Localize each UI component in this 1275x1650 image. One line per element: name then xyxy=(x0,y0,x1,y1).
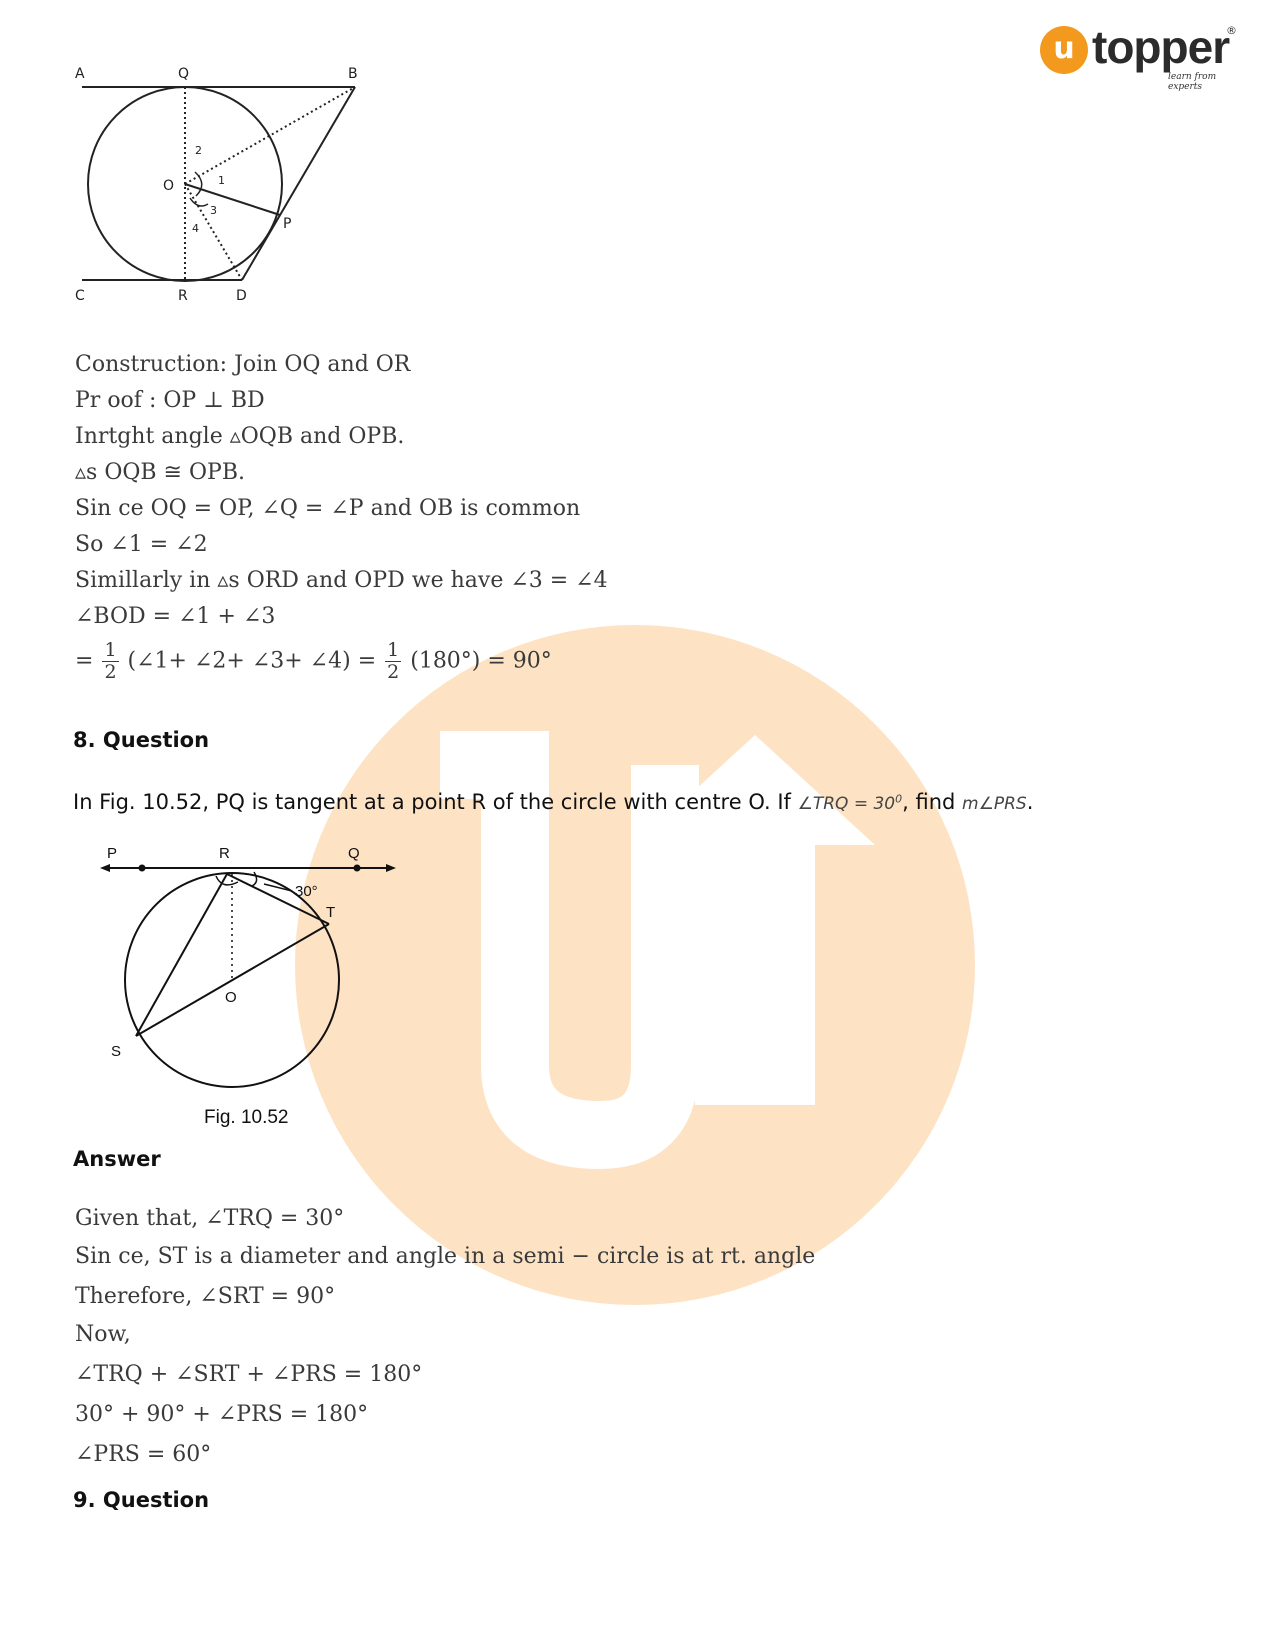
fig2-caption: Fig. 10.52 xyxy=(204,1107,289,1128)
fig1-label-c: C xyxy=(75,288,85,304)
answer-now: Now, xyxy=(75,1322,131,1347)
question-8-text xyxy=(73,790,1033,814)
fig1-angle-4: 4 xyxy=(192,222,199,235)
q8-text-c: . xyxy=(1026,790,1034,814)
proof-final-equation xyxy=(75,640,552,683)
fig2-label-r: R xyxy=(219,845,230,862)
answer-sum: ∠TRQ + ∠SRT + ∠PRS = 180° xyxy=(75,1362,423,1387)
final-mid: (∠1+ ∠2+ ∠3+ ∠4) = xyxy=(127,648,377,674)
fig2-label-p: P xyxy=(107,845,118,862)
logo-tagline: learn from experts xyxy=(1168,72,1217,92)
figure-10-52 xyxy=(92,838,432,1148)
proof-similarly: Simillarly in ▵s ORD and OPD we have ∠3 = ∠4 xyxy=(75,568,608,593)
answer-heading: Answer xyxy=(73,1147,161,1171)
logo-wordmark: topper xyxy=(1092,21,1230,73)
final-eq-sign: = xyxy=(75,648,94,674)
question-9-heading: 9. Question xyxy=(73,1488,210,1512)
proof-bod: ∠BOD = ∠1 + ∠3 xyxy=(75,604,276,629)
fig1-label-q: Q xyxy=(178,66,190,82)
fig1-angle-2: 2 xyxy=(195,144,202,157)
fraction-den: 2 xyxy=(104,661,117,683)
figure-tangent-proof xyxy=(70,60,390,320)
fig1-label-b: B xyxy=(348,66,358,82)
fig1-label-d: D xyxy=(236,288,247,304)
fraction-half-2 xyxy=(385,640,401,683)
fig1-label-o: O xyxy=(163,178,175,194)
proof-since: Sin ce OQ = OP, ∠Q = ∠P and OB is common xyxy=(75,496,581,521)
proof-right-angle: Inrtght angle ▵OQB and OPB. xyxy=(75,424,405,449)
fig1-label-p: P xyxy=(283,216,292,232)
brand-logo xyxy=(1040,22,1240,90)
fig1-label-r: R xyxy=(178,288,188,304)
answer-result: ∠PRS = 60° xyxy=(75,1442,212,1467)
fig1-angle-3: 3 xyxy=(210,204,217,217)
fig1-label-a: A xyxy=(75,66,85,82)
answer-since: Sin ce, ST is a diameter and angle in a semi − circle is at rt. angle xyxy=(75,1244,816,1269)
q8-angle-given: ∠TRQ = $30^0$ xyxy=(797,792,903,814)
fig2-label-t: T xyxy=(326,904,336,921)
q8-text-a: In Fig. 10.52, PQ is tangent at a point R of the circle with centre O. If xyxy=(73,790,791,814)
fig2-label-q: Q xyxy=(348,845,360,862)
answer-given: Given that, ∠TRQ = 30° xyxy=(75,1206,345,1231)
logo-badge: u xyxy=(1040,26,1088,74)
fig2-angle-30: 30° xyxy=(295,883,318,900)
fraction-num: 1 xyxy=(104,639,117,661)
q8-angle-find: m∠PRS xyxy=(962,794,1027,814)
proof-congruent: ▵s OQB ≅ OPB. xyxy=(75,460,245,485)
fig1-angle-1: 1 xyxy=(218,174,225,187)
proof-statement: Pr oof : OP ⊥ BD xyxy=(75,388,265,413)
final-end: (180°) = 90° xyxy=(410,648,552,674)
fraction-half-1 xyxy=(102,640,118,683)
answer-therefore: Therefore, ∠SRT = 90° xyxy=(75,1284,336,1309)
fig2-label-s: S xyxy=(111,1043,122,1060)
fraction-den: 2 xyxy=(387,661,400,683)
fraction-num: 1 xyxy=(387,639,400,661)
q8-text-b: , find xyxy=(902,790,956,814)
proof-construction: Construction: Join OQ and OR xyxy=(75,352,411,377)
proof-so: So ∠1 = ∠2 xyxy=(75,532,208,557)
logo-registered-mark: ® xyxy=(1226,24,1237,37)
answer-substitution: 30° + 90° + ∠PRS = 180° xyxy=(75,1402,369,1427)
question-8-heading: 8. Question xyxy=(73,728,210,752)
fig2-label-o: O xyxy=(225,989,237,1006)
